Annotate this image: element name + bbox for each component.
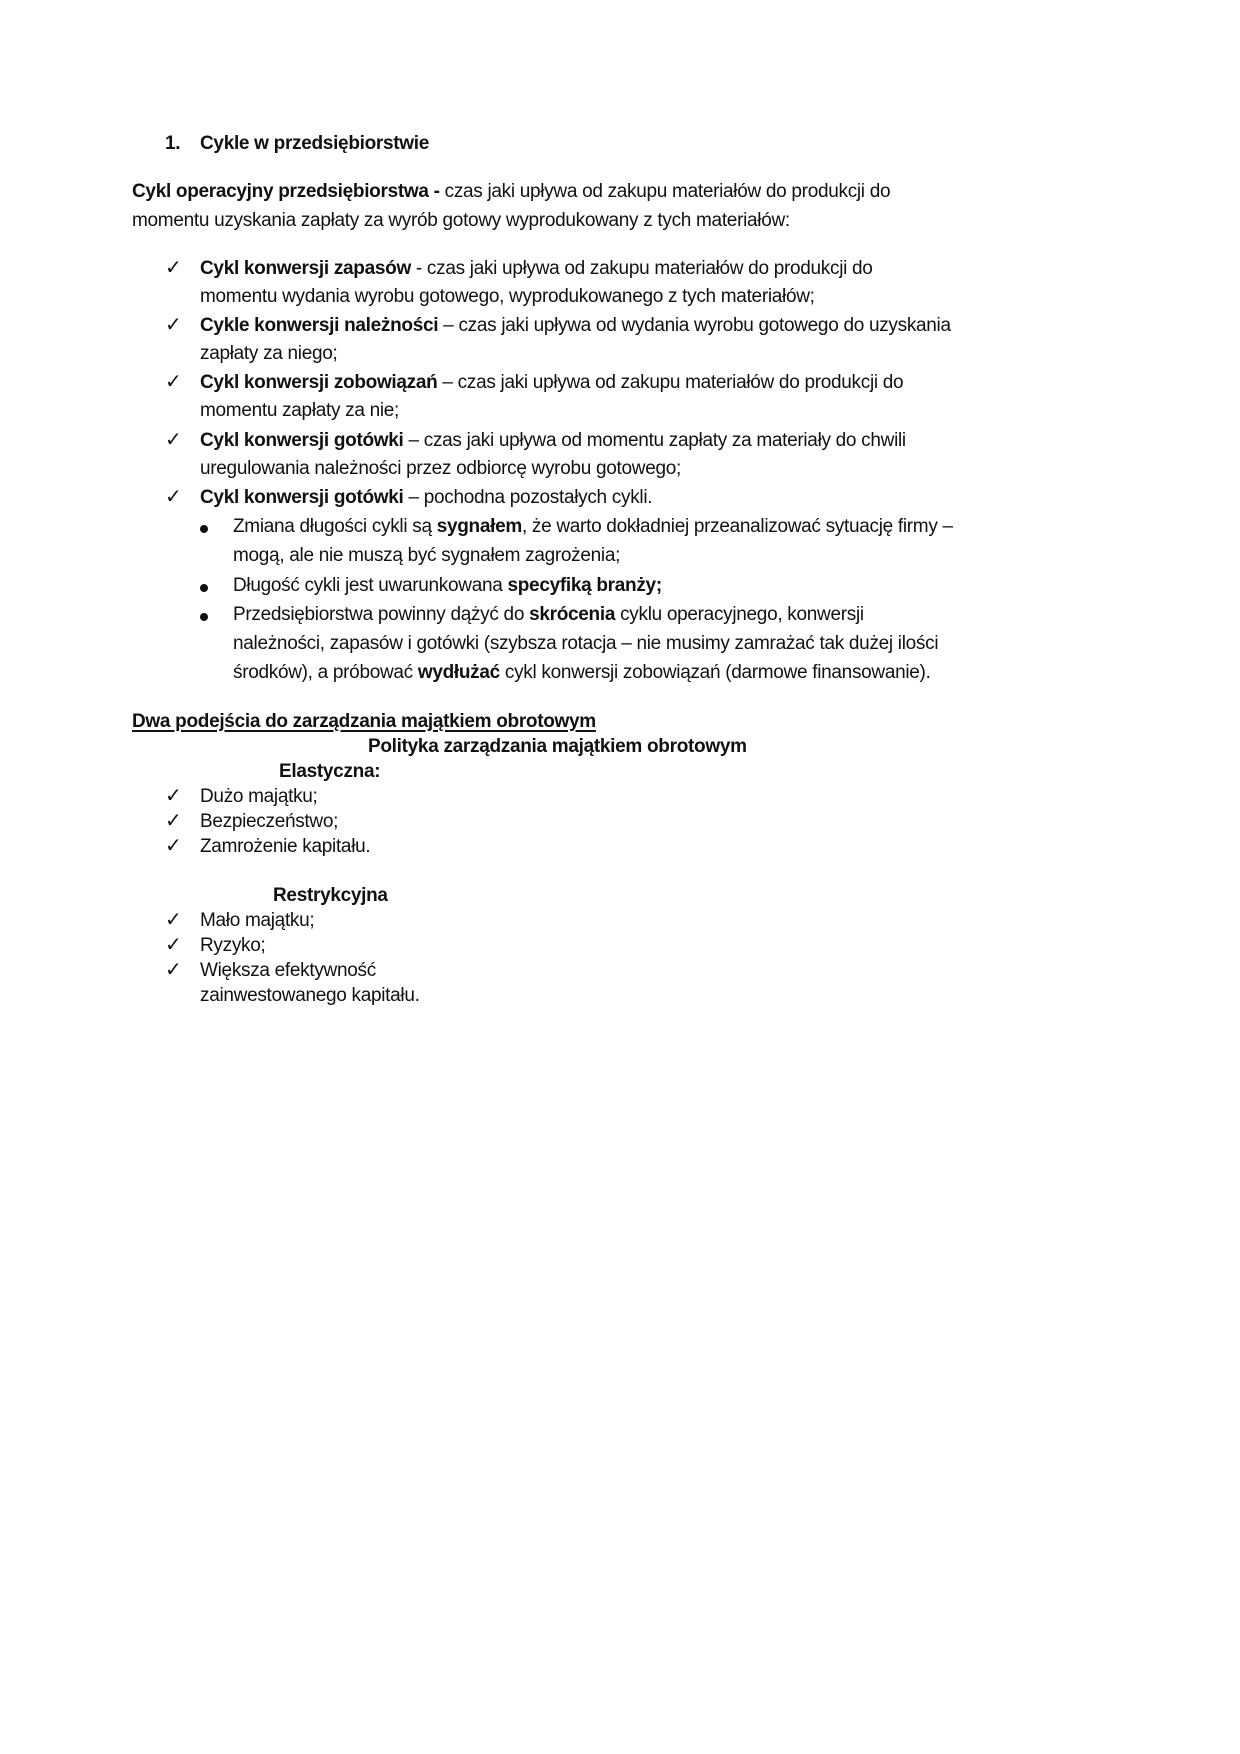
- note-3-line-3: środków), a próbować wydłużać cykl konwersji zobowiązań (darmowe finansowanie).: [233, 662, 931, 683]
- bullet-icon: [200, 613, 208, 621]
- section-2-heading: Dwa podejścia do zarządzania majątkiem obrotowym: [132, 711, 596, 732]
- note-1-line-1: Zmiana długości cykli są sygnałem, że warto dokładniej przeanalizować sytuację firmy –: [233, 516, 953, 537]
- cycle-item-2-line-2: zapłaty za niego;: [200, 343, 338, 364]
- cycle-item-2-line-1: Cykle konwersji należności – czas jaki upływa od wydania wyrobu gotowego do uzyskania: [200, 315, 951, 336]
- definition-line-2: momentu uzyskania zapłaty za wyrób gotowy wyprodukowany z tych materiałów:: [132, 210, 790, 231]
- restrictive-item-3-line-2: zainwestowanego kapitału.: [200, 985, 420, 1006]
- check-icon: ✓: [165, 909, 182, 931]
- section-title: Cykle w przedsiębiorstwie: [200, 133, 430, 154]
- check-icon: ✓: [165, 371, 182, 393]
- note-3-line-2: należności, zapasów i gotówki (szybsza rotacja – nie musimy zamrażać tak dużej ilości: [233, 633, 939, 654]
- definition-line-1: Cykl operacyjny przedsiębiorstwa - czas jaki upływa od zakupu materiałów do produkcji do: [132, 181, 891, 202]
- check-icon: ✓: [165, 257, 182, 279]
- section-2-subheading: Polityka zarządzania majątkiem obrotowym: [368, 736, 747, 757]
- section-number: 1.: [165, 133, 181, 154]
- check-icon: ✓: [165, 314, 182, 336]
- check-icon: ✓: [165, 934, 182, 956]
- cycle-item-5-line-1: Cykl konwersji gotówki – pochodna pozostałych cykli.: [200, 487, 653, 508]
- flexible-item-3: Zamrożenie kapitału.: [200, 836, 371, 857]
- restrictive-item-2: Ryzyko;: [200, 935, 266, 956]
- check-icon: ✓: [165, 429, 182, 451]
- check-icon: ✓: [165, 785, 182, 807]
- flexible-item-1: Dużo majątku;: [200, 786, 318, 807]
- check-icon: ✓: [165, 486, 182, 508]
- flexible-policy-title: Elastyczna:: [279, 761, 381, 782]
- cycle-item-3-line-1: Cykl konwersji zobowiązań – czas jaki upływa od zakupu materiałów do produkcji do: [200, 372, 904, 393]
- definition-term: Cykl operacyjny przedsiębiorstwa -: [132, 181, 445, 202]
- check-icon: ✓: [165, 959, 182, 981]
- restrictive-item-1: Mało majątku;: [200, 910, 315, 931]
- flexible-item-2: Bezpieczeństwo;: [200, 811, 339, 832]
- note-2-line-1: Długość cykli jest uwarunkowana specyfiką branży;: [233, 575, 662, 596]
- cycle-item-1-line-2: momentu wydania wyrobu gotowego, wyprodukowanego z tych materiałów;: [200, 286, 815, 307]
- note-1-line-2: mogą, ale nie muszą być sygnałem zagrożenia;: [233, 545, 621, 566]
- bullet-icon: [200, 584, 208, 592]
- check-icon: ✓: [165, 810, 182, 832]
- cycle-item-3-line-2: momentu zapłaty za nie;: [200, 400, 400, 421]
- cycle-item-1-line-1: Cykl konwersji zapasów - czas jaki upływa od zakupu materiałów do produkcji do: [200, 258, 873, 279]
- check-icon: ✓: [165, 835, 182, 857]
- bullet-icon: [200, 525, 208, 533]
- cycle-item-4-line-1: Cykl konwersji gotówki – czas jaki upływa od momentu zapłaty za materiały do chwili: [200, 430, 906, 451]
- restrictive-item-3-line-1: Większa efektywność: [200, 960, 376, 981]
- note-3-line-1: Przedsiębiorstwa powinny dążyć do skrócenia cyklu operacyjnego, konwersji: [233, 604, 864, 625]
- restrictive-policy-title: Restrykcyjna: [273, 885, 388, 906]
- cycle-item-4-line-2: uregulowania należności przez odbiorcę wyrobu gotowego;: [200, 458, 681, 479]
